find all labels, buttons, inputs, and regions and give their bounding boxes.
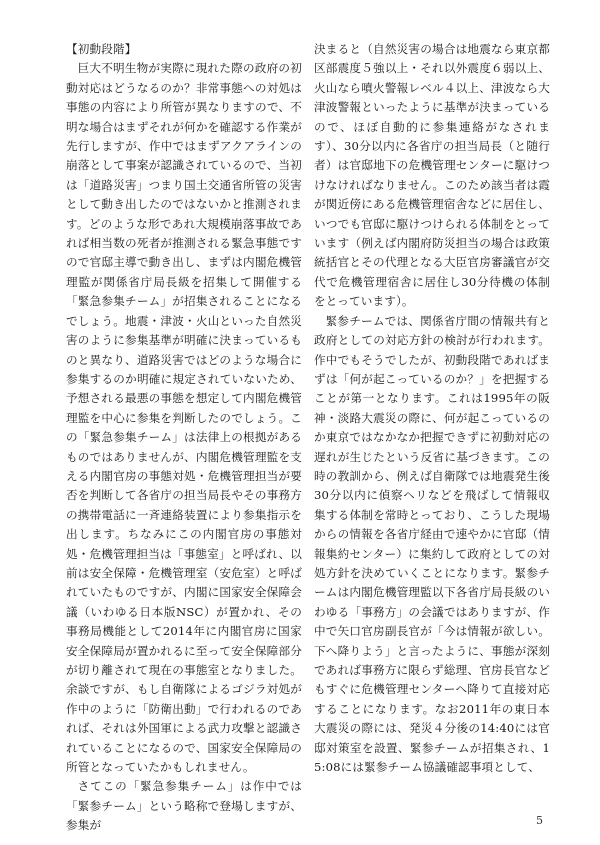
paragraph: 緊参チームでは、関係省庁間の情報共有と政府としての対応方針の検討が行われます。作中でもそうでしたが、初動段階であればまずは「何が起こっているのか？」を把握することが第一となります。これは1995年の阪神・淡路大震災の際に、何が起こっているのか東京ではなかなか把握できずに初動対応の遅れが生じたという反省に基づきます。この時の教訓から、例えば自衛隊では地震発生後30分以内に偵察ヘリなどを飛ばして情報収集する体制を常時とっており、こうした現場からの情報を各省庁経由で速やかに官邸（情報集約センター）に集約して政府としての対処方針を決めていくことになります。緊参チームは内閣危機管理監以下各省庁局長級のいわゆる「事務方」の会議ではありますが、作中で矢口官房副長官が「今は情報が欲しい。下へ降りよう」と言ったように、事態が深刻であれば事務方に限らず総理、官房長官などもすぐに危機管理センターへ降りて直接対応することになります。なお2011年の東日本大震災の際には、発災４分後の14:40には官邸対策室を設置、緊参チームが招集され、15:08には緊参チーム協議確認事項として、 — [314, 313, 550, 775]
paragraph: 巨大不明生物が実際に現れた際の政府の初動対応はどうなるのか？非常事態への対処は事態の内容により所管が異なりますので、不明な場合はまずそれが何かを確認する作業が先行しますが、作中ではまずアクアラインの崩落として事案が認識されているので、当初は「道路災害」つまり国土交通省所管の災害として動き出したのではないかと推測されます。どのような形であれ大規模崩落事故であれば相当数の死者が推測される緊急事態ですので官邸主導で動き出し、まずは内閣危機管理監が関係省庁局長級を招集して開催する「緊急参集チーム」が招集されることになるでしょう。地震・津波・火山といった自然災害のように参集基準が明確に決まっているものと異なり、道路災害ではどのような場合に参集するのか明確に規定されていないため、予想される最悪の事態を想定して内閣危機管理監を中心に参集を判断したのでしょう。この「緊急参集チーム」は法律上の根拠があるものではありませんが、内閣危機管理監を支える内閣官房の事態対処・危機管理担当が要否を判断して各省庁の担当局長やその事務方の携帯電話に一斉連絡装置により参集指示を出します。ちなみにこの内閣官房の事態対処・危機管理担当は「事態室」と呼ばれ、以前は安全保障・危機管理室（安危室）と呼ばれていたものですが、内閣に国家安全保障会議（いわゆる日本版NSC）が置かれ、その事務局機能として2014年に内閣官房に国家安全保障局が置かれるに至って安全保障部分が切り離されて現在の事態室となりました。余談ですが、もし自衛隊によるゴジラ対処が作中のように「防衛出動」で行われるのであれば、それは外国軍による武力攻撃と認識されていることになるので、国家安全保障局の所管となっていたかもしれません。 — [66, 61, 302, 775]
page-number: 5 — [536, 814, 543, 827]
section-heading: 【初動段階】 — [66, 42, 137, 56]
right-column — [314, 40, 550, 777]
paragraph: 決まると（自然災害の場合は地震なら東京都区部震度５強以上・それ以外震度６弱以上、火山なら噴火警報レベル４以上、津波なら大津波警報といったように基準が決まっているので、ほぼ自動的に参集連絡がなされます）、30分以内に各省庁の担当局長（と随行者）は官邸地下の危機管理センターに駆けつけなければなりません。このため該当者は霞が関近傍にある危機管理宿舎などに居住し、いつでも官邸に駆けつけられる体制をとっています（例えば内閣府防災担当の場合は政策統括官とその代理となる大臣官房審議官が交代で危機管理宿舎に居住し30分待機の体制をとっています）。 — [314, 42, 550, 309]
paragraph: さてこの「緊急参集チーム」は作中では「緊参チーム」という略称で登場しますが、参集が — [66, 779, 302, 833]
left-column — [66, 40, 302, 836]
